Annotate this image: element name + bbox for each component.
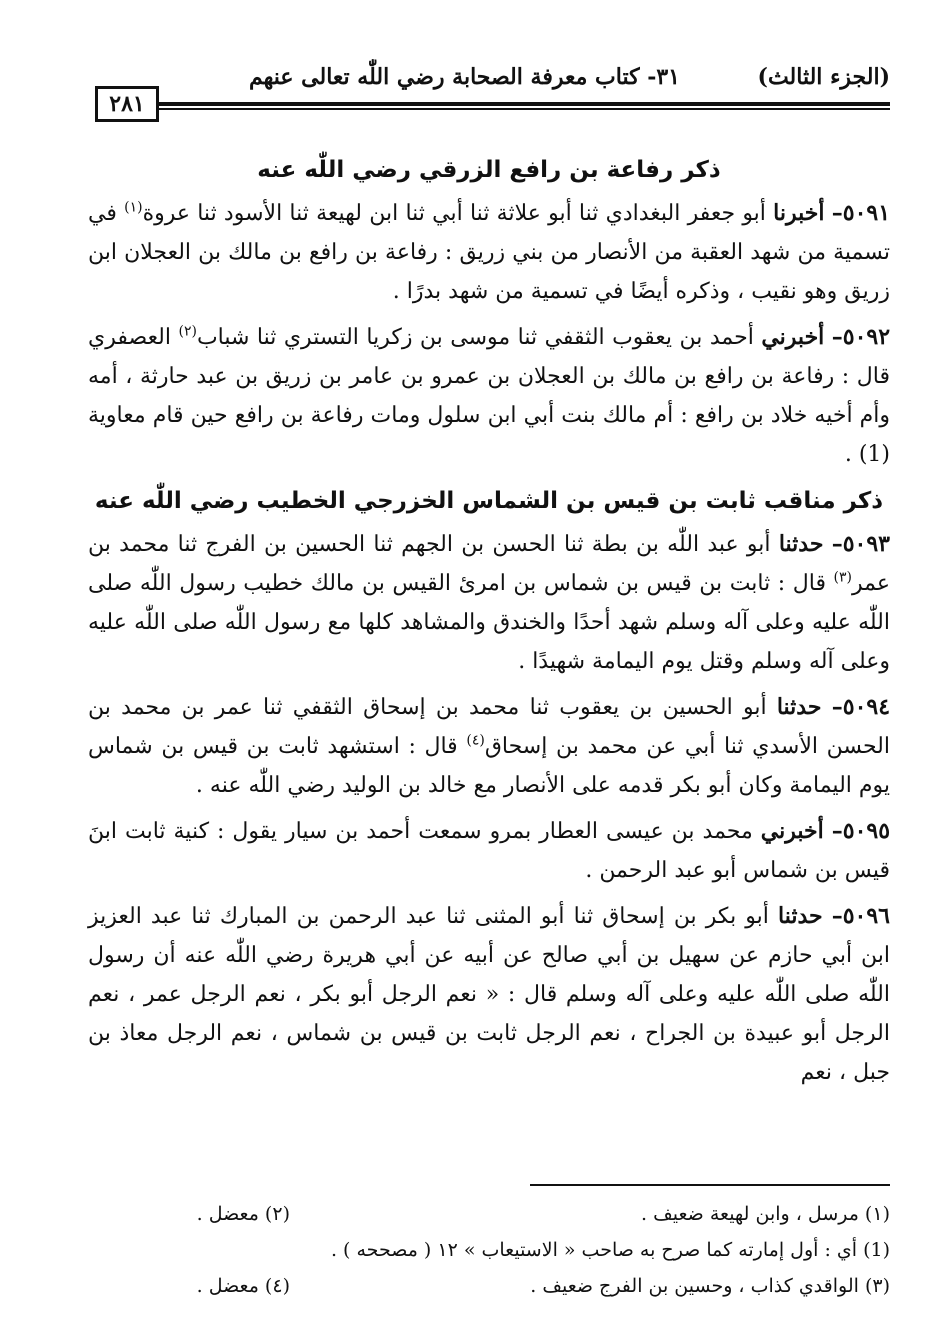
hadith-number: ٥٠٩٦– [831,903,890,929]
hadith-text: محمد بن عيسى العطار بمرو سمعت أحمد بن سيار يقول : كنية ثابت ابنَ قيس بن شماس أبو عبد الرحمن . [88,819,890,883]
book-title: ٣١- كتاب معرفة الصحابة رضي اللّٰه تعالى عنهم [248,64,680,90]
hadith-text: أبو بكر بن إسحاق ثنا أبو المثنى ثنا عبد الرحمن بن المبارك ثنا عبد العزيز ابن أبي حازم عن سهيل بن أبي صالح عن أبيه عن أبي هريرة رضي اللّٰه عنه أن رسول اللّٰه صلى اللّٰه عليه وعلى آله وسلم قال : « نعم الرجل أبو بكر ، نعم الرجل عمر ، نعم الرجل أبو عبيدة بن الجراح ، نعم الرجل ثابت بن قيس بن شماس ، نعم الرجل معاذ بن جبل ، نعم [88,904,890,1085]
footnote: (٤) معضل . [196,1275,290,1297]
running-header [95,58,890,117]
footnote-ref: (٢) [178,323,197,340]
footnote: (1) أي : أول إمارته كما صرح به صاحب « الاستيعاب » ١٢ ( مصححه ) . [330,1239,890,1261]
footnotes [88,1196,890,1304]
hadith-text: أبو الحسين بن يعقوب ثنا محمد بن إسحاق الثقفي ثنا عمر بن محمد بن الحسن الأسدي ثنا أبي عن محمد بن إسحاق [88,695,890,759]
hadith-text-rest: قال : استشهد ثابت بن قيس بن شماس يوم اليمامة وكان أبو بكر قدمه على الأنصار مع خالد بن الوليد رضي اللّٰه عنه . [88,734,890,798]
footnote: (٢) معضل . [196,1203,290,1225]
hadith-lead-word: أخبرني [760,818,824,844]
footnote-separator [530,1184,890,1186]
hadith-text-rest: قال : ثابت بن قيس بن شماس بن امرئ القيس بن مالك خطيب رسول اللّٰه صلى اللّٰه عليه وعلى آله وسلم شهد أحدًا والخندق والمشاهد كلها مع رسول اللّٰه صلى اللّٰه عليه وعلى آله وسلم وقتل يوم اليمامة شهيدًا . [88,571,890,674]
page-body [88,150,890,1099]
hadith-text: أحمد بن يعقوب الثقفي ثنا موسى بن زكريا التستري ثنا شباب [196,325,754,350]
hadith-text-rest: العصفري قال : رفاعة بن رافع بن مالك بن العجلان بن عمرو بن عامر بن زريق بن عبد حارثة ، أمه وأم أخيه خلاد بن رافع : أم مالك بنت أبي ابن سلول ومات رفاعة بن رافع حين قام معاوية (1) . [88,325,890,467]
hadith-entry [88,812,890,890]
footnote-row [88,1196,890,1232]
hadith-number: ٥٠٩٤– [831,694,891,720]
hadith-entry [88,318,890,474]
header-rule-thin [156,108,890,110]
footnote-ref: (٤) [466,732,485,749]
hadith-number: ٥٠٩١– [831,200,891,226]
footnote-row [88,1232,890,1268]
hadith-number: ٥٠٩٢– [831,324,891,350]
hadith-lead-word: حدثنا [778,531,824,557]
hadith-entry [88,194,890,311]
volume-label: (الجزء الثالث) [757,64,890,90]
hadith-entry [88,525,890,681]
section-title: ذكر رفاعة بن رافع الزرقي رضي اللّٰه عنه [257,157,721,183]
footnote: (٣) الواقدي كذاب ، وحسين بن الفرج ضعيف . [530,1275,890,1297]
header-rule [156,102,890,106]
hadith-text: أبو عبد اللّٰه بن بطة ثنا الحسن بن الجهم ثنا الحسين بن الفرج ثنا محمد بن عمر [88,532,890,596]
hadith-text-rest: في تسمية من شهد العقبة من الأنصار من بني زريق : رفاعة بن رافع بن مالك بن العجلان ابن زريق وهو نقيب ، وذكره أيضًا في تسمية من شهد بدرًا . [88,201,890,304]
section-title: ذكر مناقب ثابت بن قيس بن الشماس الخزرجي الخطيب رضي اللّٰه عنه [94,488,884,514]
footnote: (١) مرسل ، وابن لهيعة ضعيف . [641,1203,890,1225]
hadith-number: ٥٠٩٥– [831,818,891,844]
page-number: ٢٨١ [95,86,159,122]
hadith-lead-word: حدثنا [776,694,822,720]
hadith-entry [88,897,890,1092]
hadith-lead-word: أخبرني [761,324,825,350]
hadith-number: ٥٠٩٣– [831,531,890,557]
footnote-ref: (١) [124,199,143,216]
hadith-entry [88,688,890,805]
hadith-lead-word: أخبرنا [773,200,825,226]
footnote-ref: (٣) [833,569,853,586]
footnote-row [88,1268,890,1304]
hadith-text: أبو جعفر البغدادي ثنا أبو علاثة ثنا أبي ثنا ابن لهيعة ثنا الأسود ثنا عروة [142,201,766,226]
hadith-lead-word: حدثنا [778,903,823,929]
